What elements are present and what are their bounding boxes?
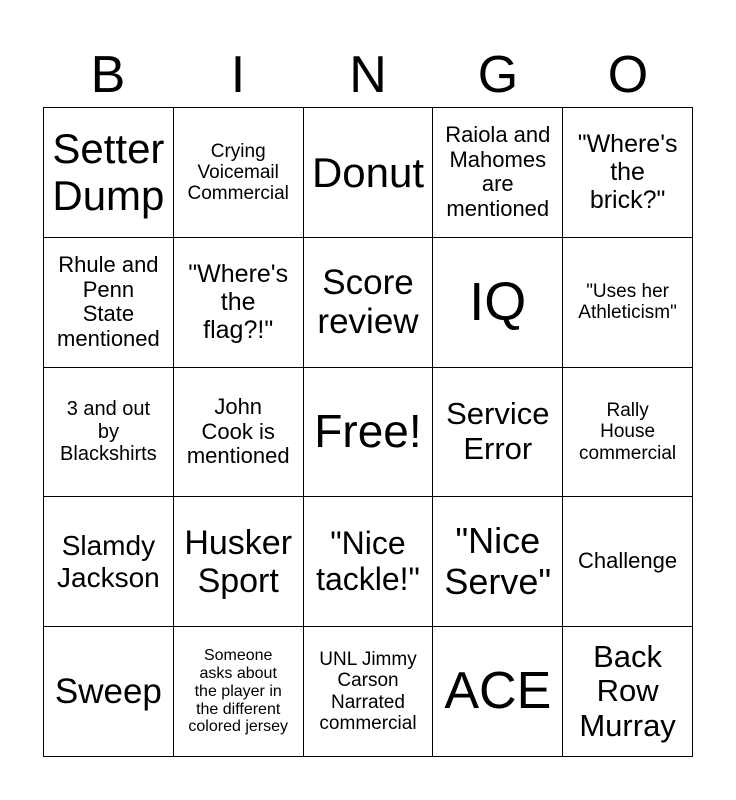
cell-text: Free! — [314, 405, 422, 458]
header-letter-n: N — [349, 46, 387, 104]
cell-text: "Where's the brick?" — [577, 130, 678, 215]
cell-text: Setter Dump — [52, 125, 165, 220]
cell-text: "Nice Serve" — [444, 520, 552, 602]
bingo-cell[interactable] — [174, 108, 304, 238]
bingo-cell[interactable] — [44, 497, 174, 627]
bingo-cell[interactable] — [44, 108, 174, 238]
bingo-cell[interactable] — [44, 627, 174, 757]
bingo-cell[interactable] — [174, 627, 304, 757]
bingo-cell[interactable] — [174, 368, 304, 498]
cell-text: Donut — [311, 148, 425, 196]
bingo-cell[interactable] — [433, 497, 563, 627]
cell-text: Husker Sport — [184, 523, 293, 600]
cell-text: Rhule and Penn State mentioned — [57, 251, 160, 351]
cell-text: Service Error — [446, 396, 550, 466]
bingo-cell[interactable] — [433, 108, 563, 238]
cell-text: "Uses her Athleticism" — [578, 280, 677, 324]
cell-text: "Nice tackle!" — [316, 524, 420, 597]
bingo-cell[interactable] — [44, 368, 174, 498]
bingo-cell[interactable] — [433, 238, 563, 368]
cell-text: Crying Voicemail Commercial — [187, 140, 289, 205]
bingo-cell[interactable] — [433, 368, 563, 498]
header-letter-g: G — [477, 46, 519, 104]
cell-text: John Cook is mentioned — [186, 394, 290, 469]
header-letter-o: O — [607, 46, 649, 104]
bingo-cell[interactable] — [304, 108, 434, 238]
bingo-cell[interactable] — [174, 238, 304, 368]
free-space-cell[interactable] — [304, 368, 434, 498]
cell-text: "Where's the flag?!" — [188, 260, 289, 345]
bingo-cell[interactable] — [563, 627, 693, 757]
cell-text: Challenge — [578, 548, 678, 574]
cell-text: Sweep — [54, 672, 162, 711]
bingo-board — [43, 107, 693, 757]
bingo-cell[interactable] — [563, 368, 693, 498]
bingo-cell[interactable] — [433, 627, 563, 757]
header-letter-b: B — [90, 46, 126, 104]
bingo-cell[interactable] — [304, 238, 434, 368]
cell-text: Rally House commercial — [579, 400, 677, 464]
cell-text: 3 and out by Blackshirts — [60, 398, 157, 466]
bingo-header — [43, 42, 693, 108]
bingo-cell[interactable] — [563, 108, 693, 238]
bingo-cell[interactable] — [304, 497, 434, 627]
header-letter-i: I — [230, 46, 246, 104]
cell-text: IQ — [469, 271, 527, 332]
bingo-cell[interactable] — [304, 627, 434, 757]
bingo-cell[interactable] — [44, 238, 174, 368]
cell-text: Raiola and Mahomes are mentioned — [445, 122, 551, 222]
cell-text: Someone asks about the player in the different colored jersey — [188, 646, 288, 736]
cell-text: Back Row Murray — [579, 638, 676, 743]
cell-text: Slamdy Jackson — [57, 530, 160, 593]
bingo-cell[interactable] — [563, 497, 693, 627]
cell-text: ACE — [444, 662, 552, 721]
cell-text: UNL Jimmy Carson Narrated commercial — [319, 649, 417, 734]
bingo-cell[interactable] — [563, 238, 693, 368]
cell-text: Score review — [317, 263, 419, 342]
bingo-cell[interactable] — [174, 497, 304, 627]
